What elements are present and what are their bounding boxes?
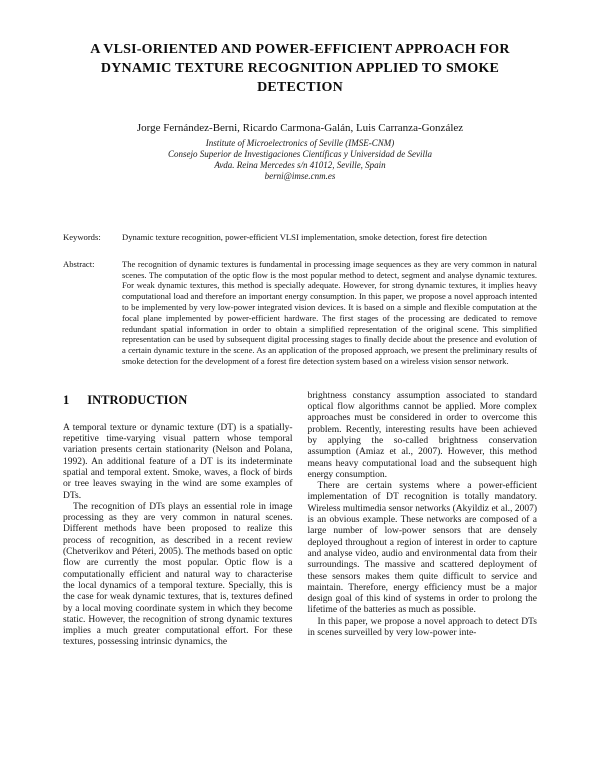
affiliation-address: Avda. Reina Mercedes s/n 41012, Seville, Spain bbox=[214, 160, 386, 170]
affiliation-block bbox=[0, 138, 600, 182]
keywords-row bbox=[63, 232, 537, 243]
affiliation-institute: Institute of Microelectronics of Seville (IMSE-CNM) bbox=[205, 138, 395, 148]
affiliation-organization: Consejo Superior de Investigaciones Científicas y Universidad de Sevilla bbox=[168, 149, 432, 159]
section-1-title: INTRODUCTION bbox=[87, 392, 188, 407]
left-column bbox=[63, 391, 293, 649]
section-1-heading bbox=[63, 393, 293, 407]
paper-title: A VLSI-ORIENTED AND POWER-EFFICIENT APPROACH FOR DYNAMIC TEXTURE RECOGNITION APPLIED TO SMOKE DETECTION bbox=[90, 42, 510, 95]
intro-paragraph: A temporal texture or dynamic texture (DT) is a spatially-repetitive time-varying visual pattern whose temporal variation presents certain stationarity (Nelson and Polana, 1992). An additional feature of a DT is its indeterminate spatial and temporal extent. Smoke, waves, a flock of birds or tree leaves swaying in the wind are some examples of DTs. bbox=[63, 422, 293, 501]
body-columns bbox=[63, 391, 537, 649]
intro-paragraph: In this paper, we propose a novel approach to detect DTs in scenes surveilled by very low-power inte- bbox=[307, 616, 537, 638]
intro-paragraph: There are certain systems where a power-efficient implementation of DT recognition is totally mandatory. Wireless multimedia sensor networks (Akyildiz et al., 2007) is an obvious example. These networks are composed of a large number of low-power sensors that are densely deployed throughout a region of interest in order to capture and analyse video, audio and environmental data from their surroundings. The massive and scattered deployment of these sensors makes them quite difficult to service and maintain. Therefore, energy efficiency must be a major design goal of this kind of systems in order to prolong the lifetime of the batteries as much as possible. bbox=[307, 481, 537, 616]
abstract-text: The recognition of dynamic textures is fundamental in processing image sequences as they are very common in natural scenes. The computation of the optic flow is the most popular method to detect, segment and analyse dynamic textures. For weak dynamic textures, this method is specially adequate. However, for strong dynamic textures, it implies heavy computational load and therefore an important energy consumption. In this paper, we propose a novel approach intented to be implemented by very low-power integrated vision devices. It is based on a simple and flexible computation at the focal plane implemented by power-efficient hardware. The first stages of the processing are dedicated to remove redundant spatial information in order to obtain a simplified representation of the original scene. This simplified representation can be used by subsequent digital processing stages to finally decide about the presence and evolution of a certain dynamic texture in the scene. As an application of the proposed approach, we present the preliminary results of smoke detection for the development of a forest fire detection system based on a wireless vision sensor network. bbox=[122, 258, 537, 366]
abstract-row bbox=[63, 259, 537, 367]
right-column bbox=[308, 391, 538, 649]
intro-paragraph: brightness constancy assumption associated to standard optical flow algorithms cannot be applied. More complex approaches must be considered in order to overcome this problem. Recently, interesting results have been achieved by applying the so-called brightness conservation assumption (Amiaz et al., 2007). However, this method means heavy computational load and the subsequent high energy consumption. bbox=[307, 390, 537, 480]
section-1-number: 1 bbox=[63, 392, 70, 407]
abstract-label: Abstract: bbox=[63, 258, 95, 269]
authors-line: Jorge Fernández-Berni, Ricardo Carmona-Galán, Luis Carranza-González bbox=[136, 122, 464, 134]
keywords-label: Keywords: bbox=[63, 232, 101, 242]
keywords-text: Dynamic texture recognition, power-efficient VLSI implementation, smoke detection, forest fire detection bbox=[122, 232, 487, 242]
affiliation-email: berni@imse.cnm.es bbox=[264, 171, 336, 181]
meta-block bbox=[63, 232, 537, 367]
intro-paragraph: The recognition of DTs plays an essential role in image processing as they are very common in natural scenes. Different methods have been proposed to realize this process of recognition, as described in a recent review (Chetverikov and Péteri, 2005). The methods based on optic flow are currently the most popular. Optic flow is a computationally efficient and natural way to characterise the local dynamics of a temporal texture. Specially, this is the case for weak dynamic textures, that is, textures defined by a local moving coordinate system in which they become static. However, the recognition of strong dynamic textures implies a much greater computational effort. For these textures, possessing intrinsic dynamics, the bbox=[63, 501, 293, 648]
